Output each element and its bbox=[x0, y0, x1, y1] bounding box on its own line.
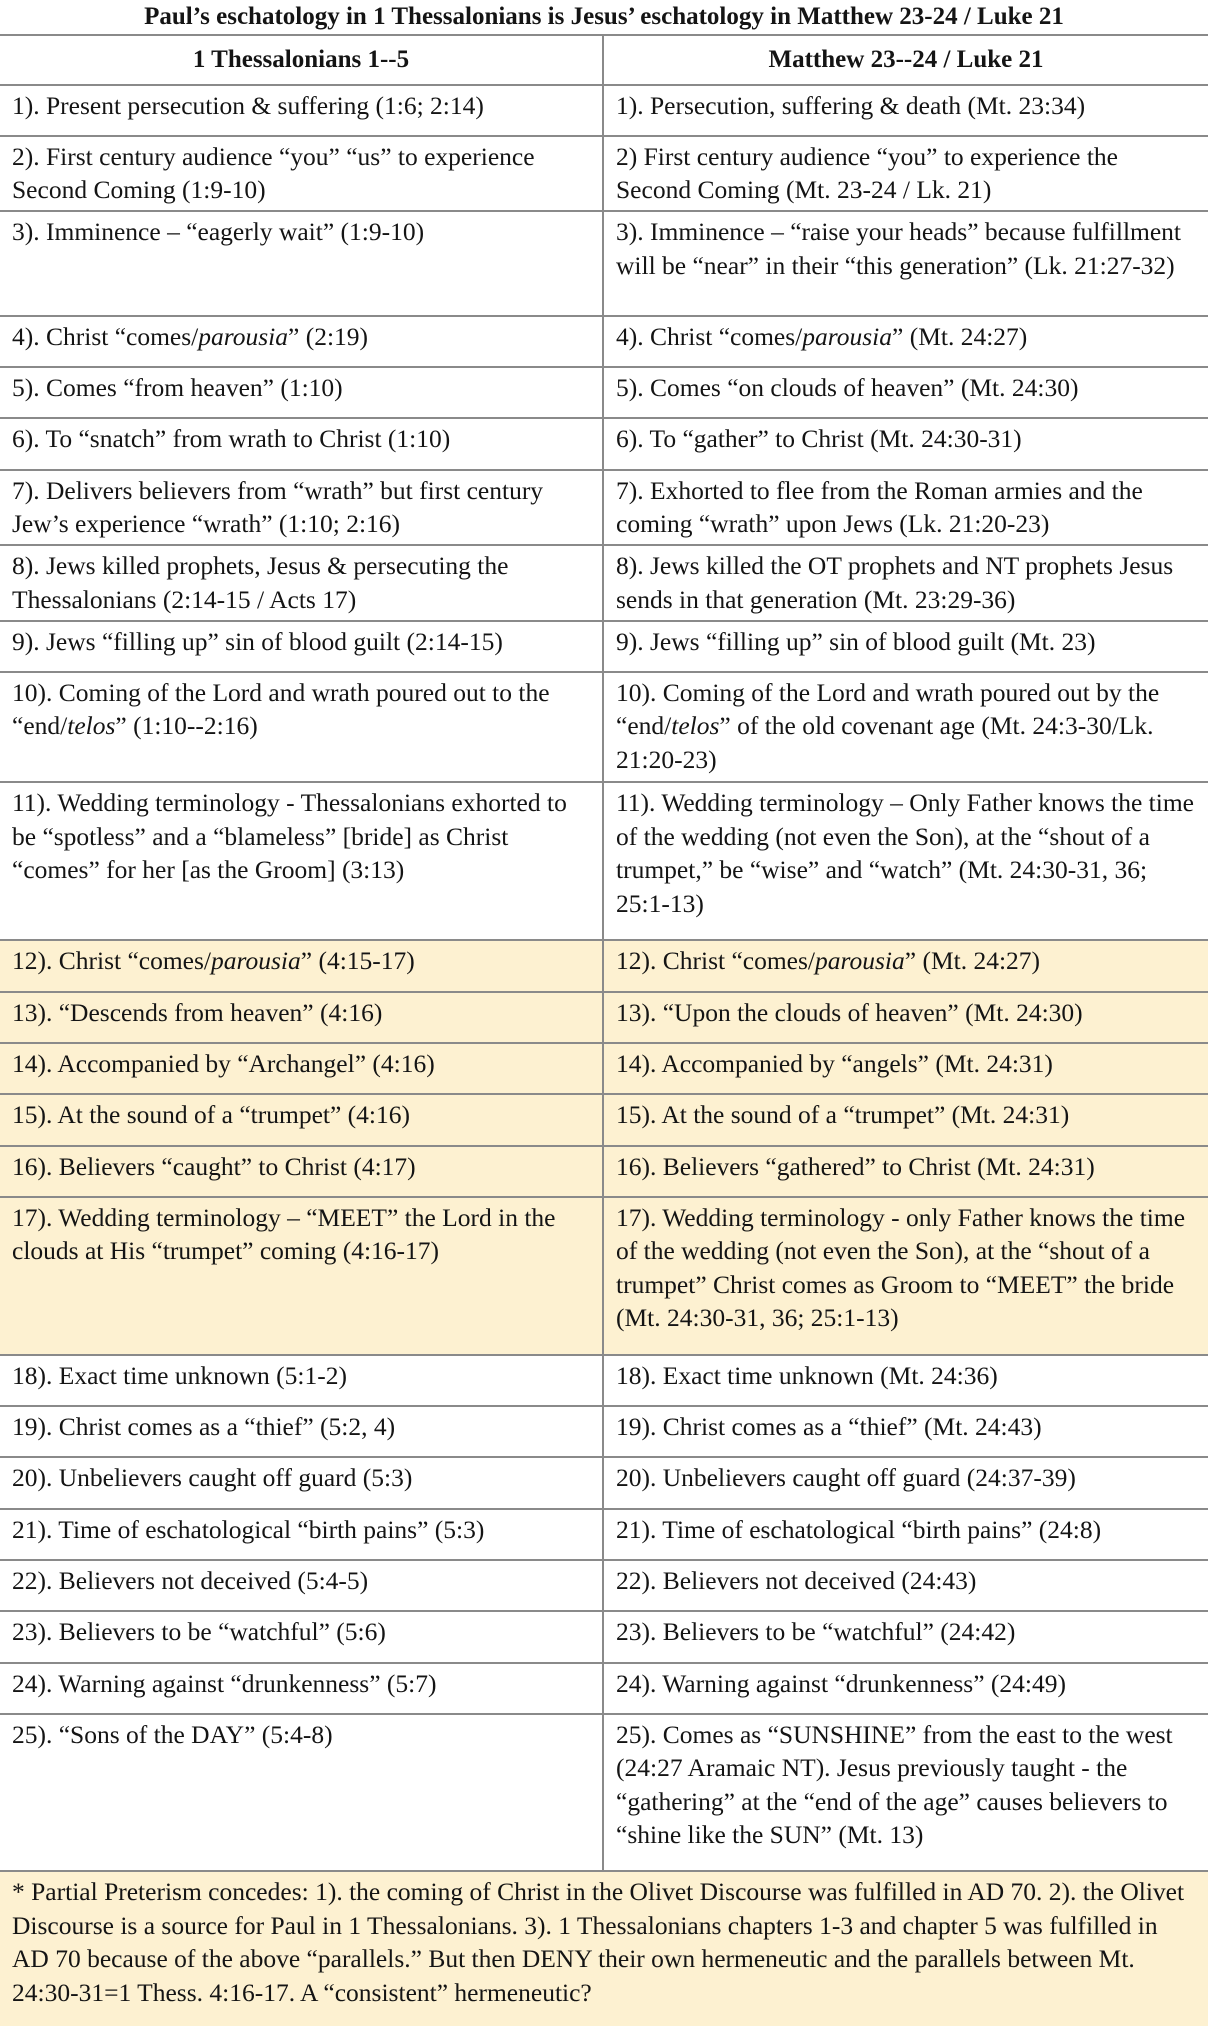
cell-matthew-luke bbox=[603, 367, 1208, 418]
cell-text: 21). Time of eschatological “birth pains” (24:8) bbox=[616, 1514, 1102, 1544]
cell-text: 1). Persecution, suffering & death (Mt. 23:34) bbox=[616, 90, 1086, 120]
cell-text: 13). “Descends from heaven” (4:16) bbox=[12, 997, 383, 1027]
table-row bbox=[0, 1663, 1208, 1714]
cell-text: 4). Christ “comes/ bbox=[616, 321, 803, 351]
table-row bbox=[0, 621, 1208, 672]
table-row bbox=[0, 367, 1208, 418]
cell-matthew-luke bbox=[603, 1146, 1208, 1197]
title-row bbox=[0, 0, 1208, 35]
cell-1-thessalonians bbox=[0, 211, 603, 316]
cell-text: 18). Exact time unknown (Mt. 24:36) bbox=[616, 1360, 998, 1390]
cell-1-thessalonians bbox=[0, 85, 603, 136]
table-row bbox=[0, 1043, 1208, 1094]
table-row bbox=[0, 316, 1208, 367]
cell-1-thessalonians bbox=[0, 1355, 603, 1406]
footnote: * Partial Preterism concedes: 1). the coming of Christ in the Olivet Discourse was fulfilled in AD 70. 2). the Olivet Discourse is a source for Paul in 1 Thessalonians. 3). 1 Thessalonians chapters 1-3 and chapter 5 was fulfilled in AD 70 because of the above “parallels.” But then DENY their own hermeneutic and the parallels between Mt. 24:30-31=1 Thess. 4:16-17. A “consistent” hermeneutic? bbox=[0, 1871, 1208, 2026]
cell-text: 13). “Upon the clouds of heaven” (Mt. 24:30) bbox=[616, 997, 1083, 1027]
table-row bbox=[0, 85, 1208, 136]
table-row bbox=[0, 1509, 1208, 1560]
cell-text: 11). Wedding terminology – Only Father knows the time of the wedding (not even the Son), at the “shout of a trumpet,” be “wise” and “watch” (Mt. 24:30-31, 36; 25:1-13) bbox=[616, 788, 1194, 918]
table-row bbox=[0, 672, 1208, 782]
cell-1-thessalonians bbox=[0, 470, 603, 545]
cell-matthew-luke bbox=[603, 940, 1208, 991]
cell-text: 22). Believers not deceived (24:43) bbox=[616, 1566, 977, 1596]
cell-text: ” of the old covenant age (Mt. 24:3-30/Lk. 21:20-23) bbox=[616, 711, 1154, 774]
cell-text: 17). Wedding terminology - only Father knows the time of the wedding (not even the Son), at the “shout of a trumpet” Christ comes as Groom to “MEET” the bride (Mt. 24:30-31, 36; 25:1-13) bbox=[616, 1202, 1186, 1333]
cell-text: 24). Warning against “drunkenness” (5:7) bbox=[12, 1668, 437, 1698]
table-row bbox=[0, 1406, 1208, 1457]
cell-1-thessalonians bbox=[0, 1197, 603, 1355]
table-body bbox=[0, 85, 1208, 1872]
header-row bbox=[0, 35, 1208, 85]
cell-matthew-luke bbox=[603, 1406, 1208, 1457]
table-row bbox=[0, 470, 1208, 545]
cell-text: 25). “Sons of the DAY” (5:4-8) bbox=[12, 1719, 333, 1749]
cell-text: 6). To “gather” to Christ (Mt. 24:30-31) bbox=[616, 424, 1022, 454]
cell-matthew-luke bbox=[603, 992, 1208, 1043]
cell-matthew-luke bbox=[603, 1043, 1208, 1094]
cell-1-thessalonians bbox=[0, 940, 603, 991]
cell-text: 15). At the sound of a “trumpet” (4:16) bbox=[12, 1100, 410, 1130]
cell-matthew-luke bbox=[603, 782, 1208, 940]
table-row bbox=[0, 211, 1208, 316]
cell-text: 4). Christ “comes/ bbox=[12, 321, 199, 351]
table-row bbox=[0, 1094, 1208, 1145]
italic-term: parousia bbox=[815, 946, 905, 976]
table-row bbox=[0, 545, 1208, 620]
cell-text: 22). Believers not deceived (5:4-5) bbox=[12, 1566, 369, 1596]
cell-1-thessalonians bbox=[0, 1611, 603, 1662]
cell-text: 10). Coming of the Lord and wrath poured out to the “end/ bbox=[12, 677, 550, 741]
cell-text: 16). Believers “caught” to Christ (4:17) bbox=[12, 1151, 416, 1181]
cell-1-thessalonians bbox=[0, 672, 603, 782]
cell-matthew-luke bbox=[603, 1560, 1208, 1611]
cell-text: ” (Mt. 24:27) bbox=[904, 946, 1041, 976]
cell-matthew-luke bbox=[603, 1663, 1208, 1714]
table-row bbox=[0, 1355, 1208, 1406]
cell-text: 6). To “snatch” from wrath to Christ (1:10) bbox=[12, 424, 451, 454]
cell-matthew-luke bbox=[603, 316, 1208, 367]
cell-text: 25). Comes as “SUNSHINE” from the east to the west (24:27 Aramaic NT). Jesus previously taught - the “gathering” at the “end of the age” causes believers to “shine like the SUN” (Mt. 13) bbox=[616, 1719, 1173, 1850]
cell-1-thessalonians bbox=[0, 1663, 603, 1714]
cell-text: 10). Coming of the Lord and wrath poured out by the “end/ bbox=[616, 677, 1160, 741]
cell-text: ” (1:10--2:16) bbox=[115, 711, 258, 741]
cell-matthew-luke bbox=[603, 85, 1208, 136]
cell-text: ” (Mt. 24:27) bbox=[892, 321, 1028, 351]
cell-text: 7). Exhorted to flee from the Roman armies and the coming “wrath” upon Jews (Lk. 21:20-23) bbox=[616, 475, 1143, 539]
cell-text: 11). Wedding terminology - Thessalonians exhorted to be “spotless” and a “blameless” [bride] as Christ “comes” for her [as the Groom] (3:13) bbox=[12, 788, 567, 885]
cell-text: 5). Comes “on clouds of heaven” (Mt. 24:30) bbox=[616, 373, 1079, 403]
cell-matthew-luke bbox=[603, 470, 1208, 545]
cell-1-thessalonians bbox=[0, 1043, 603, 1094]
cell-matthew-luke bbox=[603, 1714, 1208, 1871]
cell-text: 20). Unbelievers caught off guard (5:3) bbox=[12, 1463, 413, 1493]
cell-1-thessalonians bbox=[0, 545, 603, 620]
italic-term: parousia bbox=[211, 946, 301, 976]
cell-text: 9). Jews “filling up” sin of blood guilt (Mt. 23) bbox=[616, 626, 1096, 656]
cell-matthew-luke bbox=[603, 1094, 1208, 1145]
cell-1-thessalonians bbox=[0, 136, 603, 211]
cell-text: 2) First century audience “you” to experience the Second Coming (Mt. 23-24 / Lk. 21) bbox=[616, 141, 1118, 205]
cell-matthew-luke bbox=[603, 1197, 1208, 1355]
cell-1-thessalonians bbox=[0, 418, 603, 469]
cell-text: ” (4:15-17) bbox=[300, 946, 415, 976]
table-row bbox=[0, 940, 1208, 991]
cell-1-thessalonians bbox=[0, 316, 603, 367]
italic-term: parousia bbox=[802, 321, 893, 351]
table-row bbox=[0, 782, 1208, 940]
cell-text: 5). Comes “from heaven” (1:10) bbox=[12, 373, 343, 403]
footnote-row bbox=[0, 1871, 1208, 2026]
cell-text: 1). Present persecution & suffering (1:6; 2:14) bbox=[12, 90, 484, 120]
table-row bbox=[0, 1611, 1208, 1662]
cell-text: 3). Imminence – “eagerly wait” (1:9-10) bbox=[12, 217, 425, 247]
table-title: Paul’s eschatology in 1 Thessalonians is Jesus’ eschatology in Matthew 23-24 / Luke 21 bbox=[0, 0, 1208, 35]
cell-1-thessalonians bbox=[0, 1509, 603, 1560]
italic-term: telos bbox=[671, 711, 720, 741]
cell-1-thessalonians bbox=[0, 1457, 603, 1508]
cell-text: 24). Warning against “drunkenness” (24:49) bbox=[616, 1668, 1066, 1698]
cell-text: 12). Christ “comes/ bbox=[12, 946, 212, 976]
cell-matthew-luke bbox=[603, 545, 1208, 620]
cell-matthew-luke bbox=[603, 1611, 1208, 1662]
cell-matthew-luke bbox=[603, 672, 1208, 782]
cell-text: 19). Christ comes as a “thief” (Mt. 24:43) bbox=[616, 1412, 1042, 1442]
cell-1-thessalonians bbox=[0, 782, 603, 940]
cell-1-thessalonians bbox=[0, 1094, 603, 1145]
italic-term: telos bbox=[67, 711, 116, 741]
cell-matthew-luke bbox=[603, 1509, 1208, 1560]
cell-text: 9). Jews “filling up” sin of blood guilt (2:14-15) bbox=[12, 626, 503, 656]
cell-1-thessalonians bbox=[0, 1146, 603, 1197]
cell-1-thessalonians bbox=[0, 1406, 603, 1457]
cell-1-thessalonians bbox=[0, 621, 603, 672]
table-row bbox=[0, 1146, 1208, 1197]
table-row bbox=[0, 136, 1208, 211]
header-matthew-luke: Matthew 23--24 / Luke 21 bbox=[603, 35, 1208, 85]
cell-text: 8). Jews killed the OT prophets and NT prophets Jesus sends in that generation (Mt. 23:29-36) bbox=[616, 551, 1174, 614]
cell-text: 14). Accompanied by “angels” (Mt. 24:31) bbox=[616, 1048, 1053, 1078]
cell-text: 3). Imminence – “raise your heads” because fulfillment will be “near” in their “this generation” (Lk. 21:27-32) bbox=[616, 217, 1182, 280]
cell-text: 14). Accompanied by “Archangel” (4:16) bbox=[12, 1048, 435, 1078]
header-1-thessalonians: 1 Thessalonians 1--5 bbox=[0, 35, 603, 85]
cell-matthew-luke bbox=[603, 211, 1208, 316]
cell-matthew-luke bbox=[603, 1457, 1208, 1508]
cell-text: 7). Delivers believers from “wrath” but first century Jew’s experience “wrath” (1:10; 2:16) bbox=[12, 475, 544, 539]
cell-text: 21). Time of eschatological “birth pains” (5:3) bbox=[12, 1514, 485, 1544]
cell-matthew-luke bbox=[603, 621, 1208, 672]
cell-matthew-luke bbox=[603, 136, 1208, 211]
table-row bbox=[0, 992, 1208, 1043]
cell-text: 17). Wedding terminology – “MEET” the Lord in the clouds at His “trumpet” coming (4:16-17) bbox=[12, 1202, 556, 1266]
cell-matthew-luke bbox=[603, 418, 1208, 469]
cell-1-thessalonians bbox=[0, 1714, 603, 1871]
table-row bbox=[0, 1197, 1208, 1355]
cell-text: 2). First century audience “you” “us” to experience Second Coming (1:9-10) bbox=[12, 141, 535, 205]
cell-text: 20). Unbelievers caught off guard (24:37-39) bbox=[616, 1463, 1076, 1493]
table-row bbox=[0, 418, 1208, 469]
table-row bbox=[0, 1714, 1208, 1871]
cell-text: ” (2:19) bbox=[288, 321, 369, 351]
table-row bbox=[0, 1457, 1208, 1508]
cell-text: 8). Jews killed prophets, Jesus & persecuting the Thessalonians (2:14-15 / Acts 17) bbox=[12, 551, 509, 614]
cell-1-thessalonians bbox=[0, 1560, 603, 1611]
cell-text: 23). Believers to be “watchful” (5:6) bbox=[12, 1617, 386, 1647]
cell-text: 15). At the sound of a “trumpet” (Mt. 24:31) bbox=[616, 1100, 1070, 1130]
cell-matthew-luke bbox=[603, 1355, 1208, 1406]
cell-1-thessalonians bbox=[0, 367, 603, 418]
cell-text: 16). Believers “gathered” to Christ (Mt. 24:31) bbox=[616, 1151, 1095, 1181]
cell-1-thessalonians bbox=[0, 992, 603, 1043]
cell-text: 12). Christ “comes/ bbox=[616, 946, 816, 976]
italic-term: parousia bbox=[198, 321, 289, 351]
cell-text: 18). Exact time unknown (5:1-2) bbox=[12, 1360, 347, 1390]
cell-text: 19). Christ comes as a “thief” (5:2, 4) bbox=[12, 1412, 396, 1442]
cell-text: 23). Believers to be “watchful” (24:42) bbox=[616, 1617, 1016, 1647]
table-row bbox=[0, 1560, 1208, 1611]
